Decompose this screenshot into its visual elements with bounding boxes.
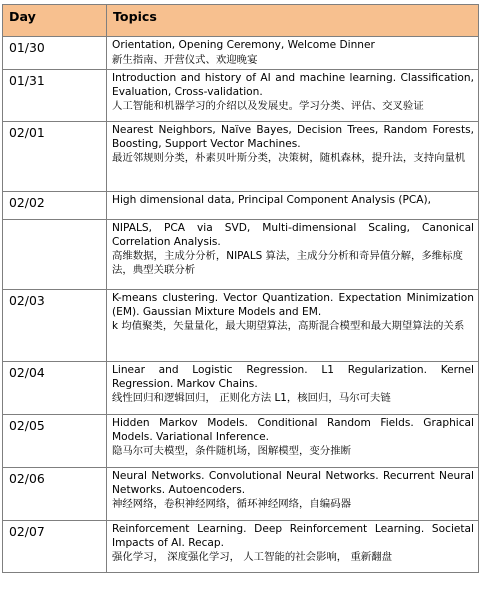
topics-cell <box>107 290 479 362</box>
table-row <box>3 362 479 415</box>
table-row <box>3 37 479 70</box>
topics-cell <box>107 37 479 70</box>
topic-chinese: 最近邻规则分类，朴素贝叶斯分类，决策树，随机森林，提升法，支持向量机 <box>112 152 466 165</box>
topic-english: Orientation, Opening Ceremony, Welcome Dinner <box>112 39 375 51</box>
topic-chinese: k 均值聚类，矢量量化，最大期望算法，高斯混合模型和最大期望算法的关系 <box>112 320 465 333</box>
header-row <box>3 5 479 37</box>
day-cell: 02/02 <box>3 192 107 220</box>
topics-cell <box>107 362 479 415</box>
topics-cell <box>107 220 479 290</box>
topics-cell <box>107 70 479 122</box>
topic-english: NIPALS, PCA via SVD, Multi-dimensional Scaling, Canonical Correlation Analysis. <box>112 222 474 248</box>
topics-cell <box>107 521 479 573</box>
day-cell: 01/30 <box>3 37 107 70</box>
topic-english: Hidden Markov Models. Conditional Random Fields. Graphical Models. Variational Inference. <box>112 417 474 443</box>
topics-cell <box>107 468 479 521</box>
table-row <box>3 122 479 192</box>
day-cell: 01/31 <box>3 70 107 122</box>
table-row <box>3 468 479 521</box>
day-cell: 02/01 <box>3 122 107 192</box>
day-cell <box>3 220 107 290</box>
schedule-table <box>2 4 479 573</box>
topic-chinese: 强化学习， 深度强化学习， 人工智能的社会影响， 重新翻盘 <box>112 551 393 564</box>
topic-english: Reinforcement Learning. Deep Reinforcement Learning. Societal Impacts of AI. Recap. <box>112 523 474 549</box>
day-cell: 02/04 <box>3 362 107 415</box>
topic-chinese: 新生指南、开营仪式、欢迎晚宴 <box>112 53 258 66</box>
topics-cell <box>107 122 479 192</box>
topic-chinese: 人工智能和机器学习的介绍以及发展史。学习分类、评估、交叉验证 <box>112 100 424 113</box>
table-row <box>3 220 479 290</box>
table-row <box>3 521 479 573</box>
topic-chinese: 高维数据，主成分分析，NIPALS 算法，主成分分析和奇异值分解，多维标度法，典型关联分析 <box>112 250 463 276</box>
day-cell: 02/07 <box>3 521 107 573</box>
topic-chinese: 隐马尔可夫模型，条件随机场，图解模型，变分推断 <box>112 445 351 458</box>
topic-chinese: 神经网络，卷积神经网络，循环神经网络，自编码器 <box>112 498 351 511</box>
topics-cell <box>107 192 479 220</box>
topic-english: Linear and Logistic Regression. L1 Regularization. Kernel Regression. Markov Chains. <box>112 364 474 390</box>
day-cell: 02/05 <box>3 415 107 468</box>
day-cell: 02/03 <box>3 290 107 362</box>
table-row <box>3 70 479 122</box>
header-topics: Topics <box>107 5 479 37</box>
table-row <box>3 415 479 468</box>
topic-english: Nearest Neighbors, Naïve Bayes, Decision Trees, Random Forests, Boosting, Support Vector Machines. <box>112 124 474 150</box>
topics-cell <box>107 415 479 468</box>
table-row <box>3 290 479 362</box>
topic-english: K-means clustering. Vector Quantization. Expectation Minimization (EM). Gaussian Mixture Models and EM. <box>112 292 474 318</box>
topic-english: Introduction and history of AI and machine learning. Classification, Evaluation, Cross-validation. <box>112 72 474 98</box>
table-row <box>3 192 479 220</box>
topic-english: High dimensional data, Principal Component Analysis (PCA), <box>112 194 432 207</box>
day-cell: 02/06 <box>3 468 107 521</box>
header-day: Day <box>3 5 107 37</box>
topic-chinese: 线性回归和逻辑回归， 正则化方法 L1，核回归，马尔可夫链 <box>112 392 391 405</box>
topic-english: Neural Networks. Convolutional Neural Networks. Recurrent Neural Networks. Autoencoders. <box>112 470 474 496</box>
